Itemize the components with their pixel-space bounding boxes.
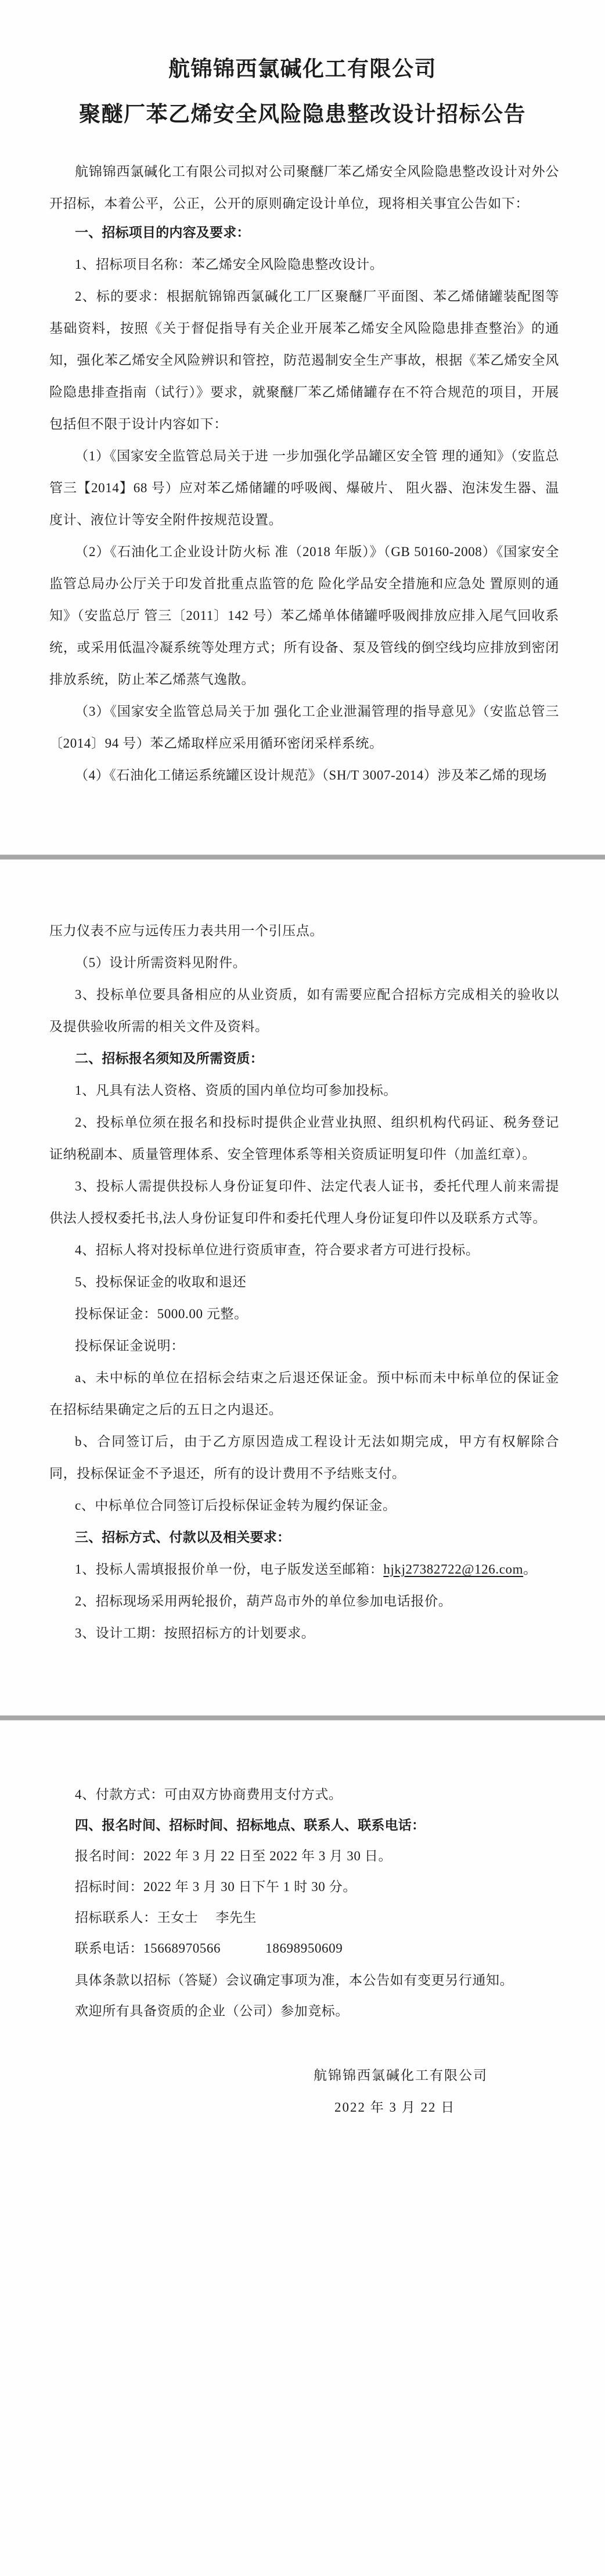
- contact-phones: 联系电话：15668970566 18698950609: [75, 1941, 343, 1956]
- sub-item-1: （1）《国家安全监管总局关于进 一步加强化学品罐区安全管 理的通知》（安监总管三【2014】68 号）应对苯乙烯储罐的呼吸阀、爆破片、 阻火器、泡沫发生器、温度计、液位计等安全附件按规范设置。: [49, 449, 559, 527]
- deposit-note-c: c、中标单位合同签订后投标保证金转为履约保证金。: [75, 1498, 397, 1513]
- sub-item-5: （5）设计所需资料见附件。: [75, 955, 247, 970]
- signature-date: 2022 年 3 月 22 日: [334, 2100, 456, 2115]
- section-4-heading: 四、报名时间、招标时间、招标地点、联系人、联系电话：: [75, 1817, 426, 1832]
- section-2-heading: 二、招标报名须知及所需资质：: [75, 1051, 264, 1066]
- page-separator-2: [0, 1715, 605, 1720]
- item-2-2: 2、投标单位须在报名和投标时提供企业营业执照、组织机构代码证、税务登记证纳税副本、质量管理体系、安全管理体系等相关资质证明复印件（加盖红章）。: [49, 1115, 559, 1161]
- page-separator-1: [0, 854, 605, 860]
- intro-paragraph: 航锦锦西氯碱化工有限公司拟对公司聚醚厂苯乙烯安全风险隐患整改设计对外公开招标，本着公平，公正，公开的原则确定设计单位，现将相关事宜公告如下：: [49, 164, 559, 211]
- sub-item-4-part1: （4）《石油化工储运系统罐区设计规范》（SH/T 3007-2014）涉及苯乙烯的现场: [75, 768, 548, 782]
- page-1: [0, 0, 605, 854]
- item-2-3: 3、投标人需提供投标人身份证复印件、法定代表人证书，委托代理人前来需提供法人授权委托书,法人身份证复印件和委托代理人身份证复印件以及联系方式等。: [49, 1179, 559, 1225]
- item-1-1: 1、招标项目名称：苯乙烯安全风险隐患整改设计。: [75, 257, 384, 272]
- item-1-3: 3、投标单位要具备相应的从业资质，如有需要应配合招标方完成相关的验收以及提供验收所需的相关文件及资料。: [49, 987, 559, 1034]
- signature-company: 航锦锦西氯碱化工有限公司: [314, 2068, 488, 2083]
- item-3-1-period: 。: [523, 1562, 537, 1576]
- contact-persons: 招标联系人：王女士 李先生: [75, 1910, 257, 1925]
- doc-subtitle: 聚醚厂苯乙烯安全风险隐患整改设计招标公告: [79, 103, 526, 127]
- sub-item-4-part2: 压力仪表不应与远传压力表共用一个引压点。: [49, 923, 323, 938]
- section-1-heading: 一、招标项目的内容及要求：: [75, 225, 250, 240]
- item-2-5: 5、投标保证金的收取和退还: [75, 1275, 247, 1289]
- note-welcome: 欢迎所有具备资质的企业（公司）参加竞标。: [75, 2004, 349, 2018]
- bidding-time: 招标时间：2022 年 3 月 30 日下午 1 时 30 分。: [75, 1879, 356, 1894]
- deposit-amount: 投标保证金：5000.00 元整。: [75, 1307, 248, 1321]
- item-3-2: 2、招标现场采用两轮报价，葫芦岛市外的单位参加电话报价。: [75, 1594, 452, 1608]
- deposit-note-label: 投标保证金说明：: [75, 1338, 185, 1353]
- deposit-note-b: b、合同签订后，由于乙方原因造成工程设计无法如期完成，甲方有权解除合同，投标保证金不予退还，所有的设计费用不予结账支付。: [49, 1434, 559, 1481]
- email-link[interactable]: hjkj27382722@126.com: [383, 1562, 524, 1576]
- item-3-1: [49, 1553, 559, 1585]
- item-3-4: 4、付款方式：可由双方协商费用支付方式。: [75, 1787, 343, 1802]
- item-3-3: 3、设计工期：按照招标方的计划要求。: [75, 1626, 315, 1640]
- item-2-1: 1、凡具有法人资格、资质的国内单位均可参加投标。: [75, 1083, 397, 1098]
- sub-item-3: （3）《国家安全监管总局关于加 强化工企业泄漏管理的指导意见》（安监总管三〔2014〕94 号）苯乙烯取样应采用循环密闭采样系统。: [49, 704, 559, 751]
- item-3-1-text: 1、投标人需填报报价单一份，电子版发送至邮箱：: [75, 1562, 384, 1576]
- sub-item-2: （2）《石油化工企业设计防火标 准（2018 年版）》（GB 50160-2008）《国家安全监管总局办公厅关于印发首批重点监管的危 险化学品安全措施和应急处 置原则的通知》（安监总厅 管三〔2011〕142 号）苯乙烯单体储罐呼吸阀排放应排入尾气回收系统，或采用低温冷凝系统等处理方式；所有设备、泵及管线的倒空线均应排放到密闭排放系统，防止苯乙烯蒸气逸散。: [49, 544, 559, 687]
- page-2: [0, 860, 605, 1715]
- item-1-2: 2、标的要求：根据航锦锦西氯碱化工厂区聚醚厂平面图、苯乙烯储罐装配图等基础资料，按照《关于督促指导有关企业开展苯乙烯安全风险隐患排查整治》的通知，强化苯乙烯安全风险辨识和管控，防范遏制安全生产事故，根据《苯乙烯安全风险隐患排查指南（试行）》要求，就聚醚厂苯乙烯储罐存在不符合规范的项目，开展包括但不限于设计内容如下：: [49, 289, 559, 431]
- doc-title: 航锦锦西氯碱化工有限公司: [168, 57, 437, 81]
- deposit-note-a: a、未中标的单位在招标会结束之后退还保证金。预中标而未中标单位的保证金在招标结果确定之后的五日之内退还。: [49, 1370, 559, 1417]
- section-3-heading: 三、招标方式、付款以及相关要求：: [75, 1529, 291, 1545]
- registration-time: 报名时间：2022 年 3 月 22 日至 2022 年 3 月 30 日。: [75, 1849, 392, 1863]
- page-3: [0, 1720, 605, 2576]
- item-2-4: 4、招标人将对投标单位进行资质审查，符合要求者方可进行投标。: [75, 1243, 480, 1257]
- note-terms: 具体条款以招标（答疑）会议确定事项为准，本公告如有变更另行通知。: [75, 1973, 514, 1987]
